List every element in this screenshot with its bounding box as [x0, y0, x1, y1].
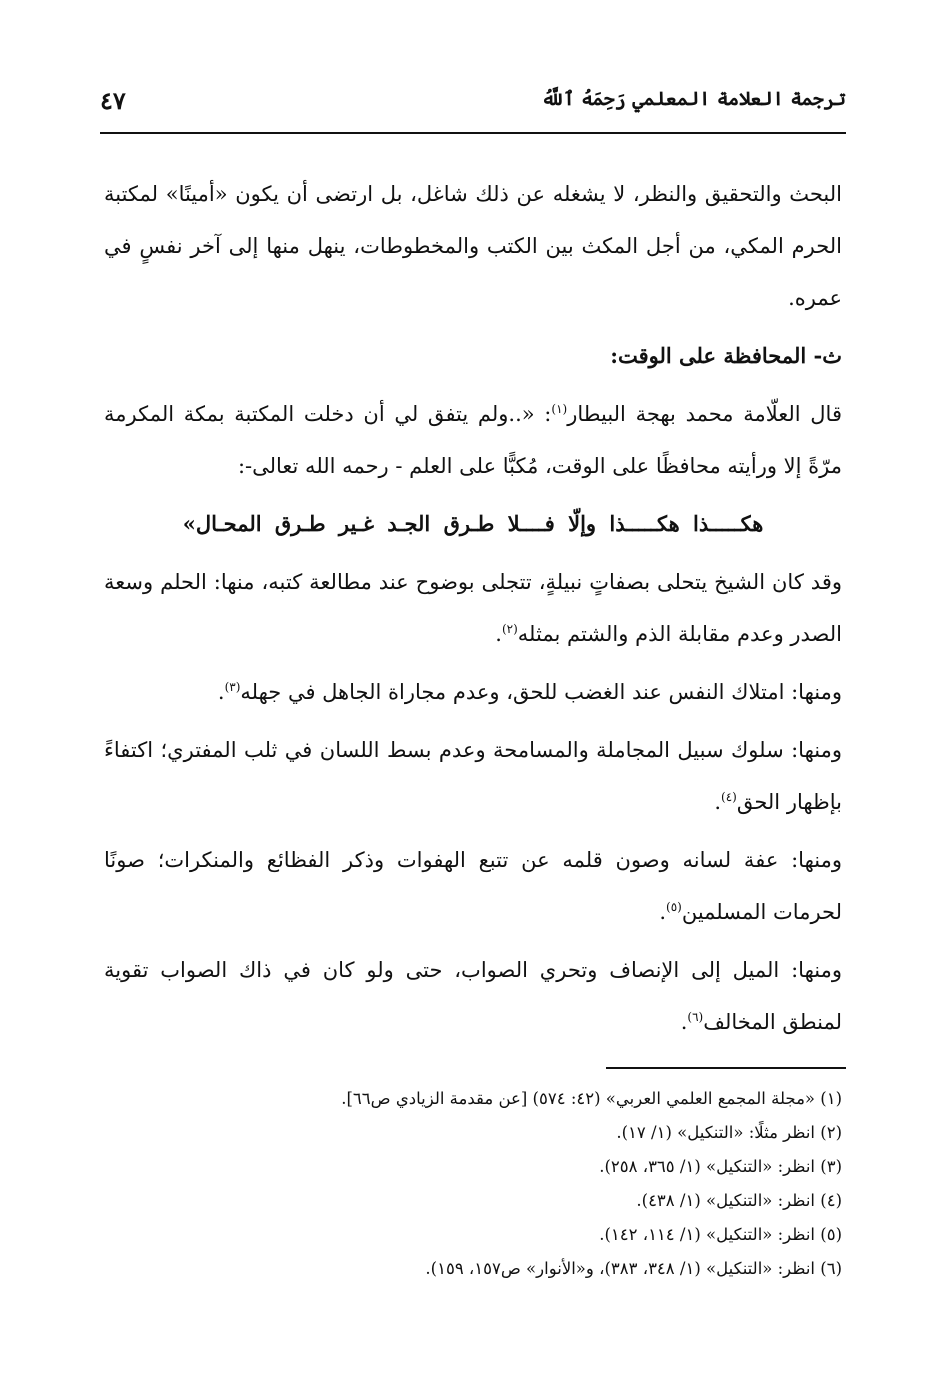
footnote-ref-5: (٥): [666, 900, 682, 914]
footnote-separator: [606, 1067, 846, 1069]
quote-paragraph: [104, 388, 842, 492]
footnote-1: (١) «مجلة المجمع العلمي العربي» (٤٢: ٥٧٤) [عن مقدمة الزيادي ص٦٦].: [341, 1089, 842, 1108]
running-header: [100, 84, 846, 124]
main-text: [104, 168, 842, 1054]
footnote-4: (٤) انظر: «التنكيل» (١/ ٤٣٨).: [636, 1191, 842, 1210]
footnote-ref-2: (٢): [501, 622, 518, 636]
header-rule: [100, 132, 846, 134]
quote-intro: قال العلّامة محمد بهجة البيطار: [567, 402, 842, 426]
poetry-verse: هكـــــذا هكـــــذا وإلّا فــــلا طـرق الجـد غـير طـرق المحـال»: [182, 511, 764, 536]
footnote-ref-1: (١): [551, 402, 568, 416]
footnote-ref-4: (٤): [721, 790, 737, 804]
paragraph-6: ومنها: الميل إلى الإنصاف وتحري الصواب، حتى ولو كان في ذاك الصواب تقوية لمنطق المخالف$^{(٦)}$.: [104, 958, 842, 1034]
quote-text: : «..ولم يتفق لي أن دخلت المكتبة بمكة المكرمة مرّةً إلا ورأيته محافظًا على الوقت، مُكبًّا على العلم - رحمه الله تعالى-:: [104, 402, 842, 478]
footnote-6: (٦) انظر: «التنكيل» (١/ ٣٤٨، ٣٨٣)، و«الأنوار» ص١٥٧، ١٥٩).: [425, 1259, 842, 1278]
paragraph-5: ومنها: عفة لسانه وصون قلمه عن تتبع الهفوات وذكر الفظائع والمنكرات؛ صونًا لحرمات المسلمين$^{(٥)}$.: [104, 848, 842, 924]
footnote-2: (٢) انظر مثلًا: «التنكيل» (١/ ١٧).: [616, 1123, 842, 1142]
paragraph-3: ومنها: امتلاك النفس عند الغضب للحق، وعدم مجاراة الجاهل في جهله$^{(٣)}$.: [217, 680, 842, 704]
paragraph-2: وقد كان الشيخ يتحلى بصفاتٍ نبيلةٍ، تتجلى بوضوح عند مطالعة كتبه، منها: الحلم وسعة الصدر وعدم مقابلة الذم والشتم بمثله$^{(٢)}$.: [104, 570, 842, 646]
section-heading: ث- المحافظة على الوقت:: [610, 343, 842, 368]
footnote-5: (٥) انظر: «التنكيل» (١/ ١١٤، ١٤٢).: [599, 1225, 842, 1244]
running-title: ترجمة العلامة المعلمي رَحِمَهُ ٱللَّهُ: [541, 88, 846, 110]
paragraph-4: ومنها: سلوك سبيل المجاملة والمسامحة وعدم بسط اللسان في ثلب المفتري؛ اكتفاءً بإظهار الحق$^{(٤)}$.: [104, 738, 842, 814]
footnote-ref-3: (٣): [224, 680, 241, 694]
page-number: ٤٧: [100, 86, 126, 115]
paragraph-1: البحث والتحقيق والنظر، لا يشغله عن ذلك شاغل، بل ارتضى أن يكون «أمينًا» لمكتبة الحرم المكي، من أجل المكث بين الكتب والمخطوطات، ينهل منها إلى آخر نفسٍ في عمره.: [104, 182, 842, 310]
footnotes: [100, 1082, 842, 1286]
footnote-ref-6: (٦): [687, 1010, 704, 1024]
footnote-3: (٣) انظر: «التنكيل» (١/ ٣٦٥، ٢٥٨).: [599, 1157, 842, 1176]
